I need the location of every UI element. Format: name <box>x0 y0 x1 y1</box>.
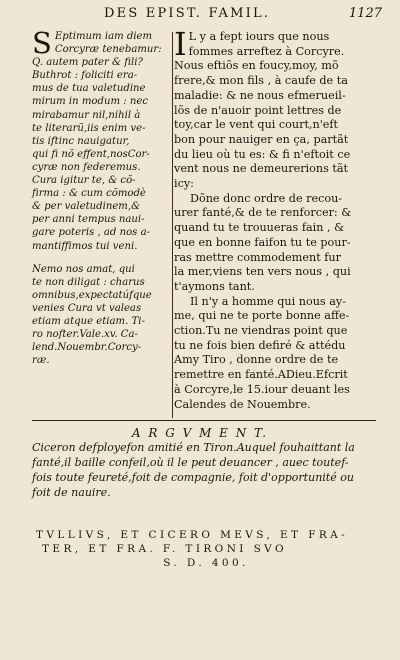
french-line: vent nous ne demeurerions tãt <box>174 162 349 176</box>
argument-line: fanté,il baille confeil,où il le peut deuancer , auec toutef- <box>32 456 349 469</box>
latin-line: te literarũ,iis enim ve- <box>32 122 146 134</box>
french-line: toy,car le vent qui court,n'eft <box>174 118 339 132</box>
french-line: frere,& mon fils , à caufe de ta <box>174 74 348 88</box>
french-line: L y a fept iours que nous <box>188 30 330 43</box>
french-line: tu ne fois bien defiré & attédu <box>174 338 346 352</box>
page-header <box>0 6 400 24</box>
latin-line: ræ. <box>32 355 50 367</box>
french-line: icy: <box>174 177 194 191</box>
french-line: maladie: & ne nous efmerueil- <box>174 88 346 102</box>
french-line: fommes arreftez à Corcyre. <box>188 44 345 58</box>
argument-text <box>32 440 377 500</box>
latin-line: Cura igitur te, & cõ- <box>32 175 136 187</box>
french-line: Il n'y a homme qui nous ay- <box>190 294 346 308</box>
french-line: que en bonne faifon tu te pour- <box>174 235 351 249</box>
latin-line: mirabamur nil,nihil à <box>32 109 141 121</box>
latin-line: Eptimum iam diem <box>54 31 153 42</box>
page-number: 1127 <box>348 6 382 21</box>
latin-paragraph-2 <box>32 263 175 368</box>
latin-line: Nemo nos amat, qui <box>32 263 135 275</box>
french-dropcap: I <box>174 25 187 63</box>
french-line: lõs de n'auoir point lettres de <box>174 103 342 117</box>
latin-line: Buthrot : foliciti era- <box>32 70 138 82</box>
salutation-line: S. D. 400. <box>163 557 249 569</box>
salutation-line: TVLLIVS, ET CICERO MEVS, ET FRA- <box>36 529 349 541</box>
letter-salutation <box>36 528 376 570</box>
french-line: ras mettre commodement fur <box>174 250 341 264</box>
latin-line: & per valetudinem,& <box>32 201 141 213</box>
latin-line: etiam atque etiam. Ti- <box>32 315 145 327</box>
french-paragraph-3 <box>174 295 372 413</box>
latin-line: per anni tempus naui- <box>32 214 145 226</box>
argument-heading: A R G V M E N T. <box>131 426 269 440</box>
french-line: quand tu te trouueras fain , & <box>174 221 345 235</box>
french-paragraph-1 <box>174 25 372 192</box>
latin-line: gare poteris , ad nos a- <box>32 227 150 239</box>
french-line: à Corcyre,le 15.iour deuant les <box>174 382 350 396</box>
french-line: me, qui ne te porte bonne affe- <box>174 309 350 323</box>
french-line: Dõne donc ordre de recou- <box>190 191 343 205</box>
latin-line: mirum in modum : nec <box>32 96 148 108</box>
latin-line: Q. autem pater & fili? <box>32 57 143 69</box>
latin-line: te non diligat : charus <box>32 276 145 288</box>
latin-line: firma : & cum cõmodè <box>32 188 146 200</box>
french-line: la mer,viens ten vers nous , qui <box>174 265 351 279</box>
latin-line: venies Cura vt valeas <box>32 302 142 314</box>
argument-line: foit de nauire. <box>32 486 111 499</box>
latin-dropcap: S <box>32 26 52 60</box>
french-column <box>174 25 372 412</box>
running-head: DES EPIST. FAMIL. <box>104 6 271 21</box>
french-line: du lieu où tu es: & fi n'eftoit ce <box>174 147 351 161</box>
latin-line: lend.Nouembr.Corcy- <box>32 342 142 354</box>
french-line: Calendes de Nouembre. <box>174 397 311 411</box>
salutation-line: TER, ET FRA. F. TIRONI SVO <box>42 543 287 555</box>
french-line: Nous eftiõs en foucy,moy, mõ <box>174 59 339 73</box>
french-line: ction.Tu ne viendras point que <box>174 324 348 338</box>
french-line: remettre en fanté.ADieu.Efcrit <box>174 368 348 382</box>
latin-line: cyræ non federemus. <box>32 161 141 173</box>
french-line: t'aymons tant. <box>174 279 255 293</box>
french-paragraph-2 <box>174 192 372 295</box>
column-divider <box>172 32 173 418</box>
latin-line: omnibus,expectatúfque <box>32 289 152 301</box>
latin-line: mus de tua valetudine <box>32 83 146 95</box>
latin-line: Corcyræ tenebamur: <box>54 44 162 56</box>
latin-line: mantiffimos tui veni. <box>32 240 138 252</box>
latin-column <box>32 26 175 367</box>
latin-line: tis iftinc nauigatur, <box>32 135 130 147</box>
argument-line: fois toute feureté,foit de compagnie, foit d'opportunité ou <box>32 471 354 484</box>
latin-line: qui fi nõ effent,nosCor- <box>32 148 150 160</box>
argument-line: Ciceron defployefon amitié en Tiron.Auquel fouhaittant la <box>32 441 355 454</box>
latin-paragraph-1 <box>32 26 175 253</box>
french-line: bon pour nauiger en ça, partãt <box>174 132 349 146</box>
latin-line: ro nofter.Vale.xv. Ca- <box>32 329 138 341</box>
section-divider <box>32 420 376 421</box>
french-line: urer fanté,& de te renforcer: & <box>174 206 352 220</box>
french-line: Amy Tiro , donne ordre de te <box>174 353 339 367</box>
